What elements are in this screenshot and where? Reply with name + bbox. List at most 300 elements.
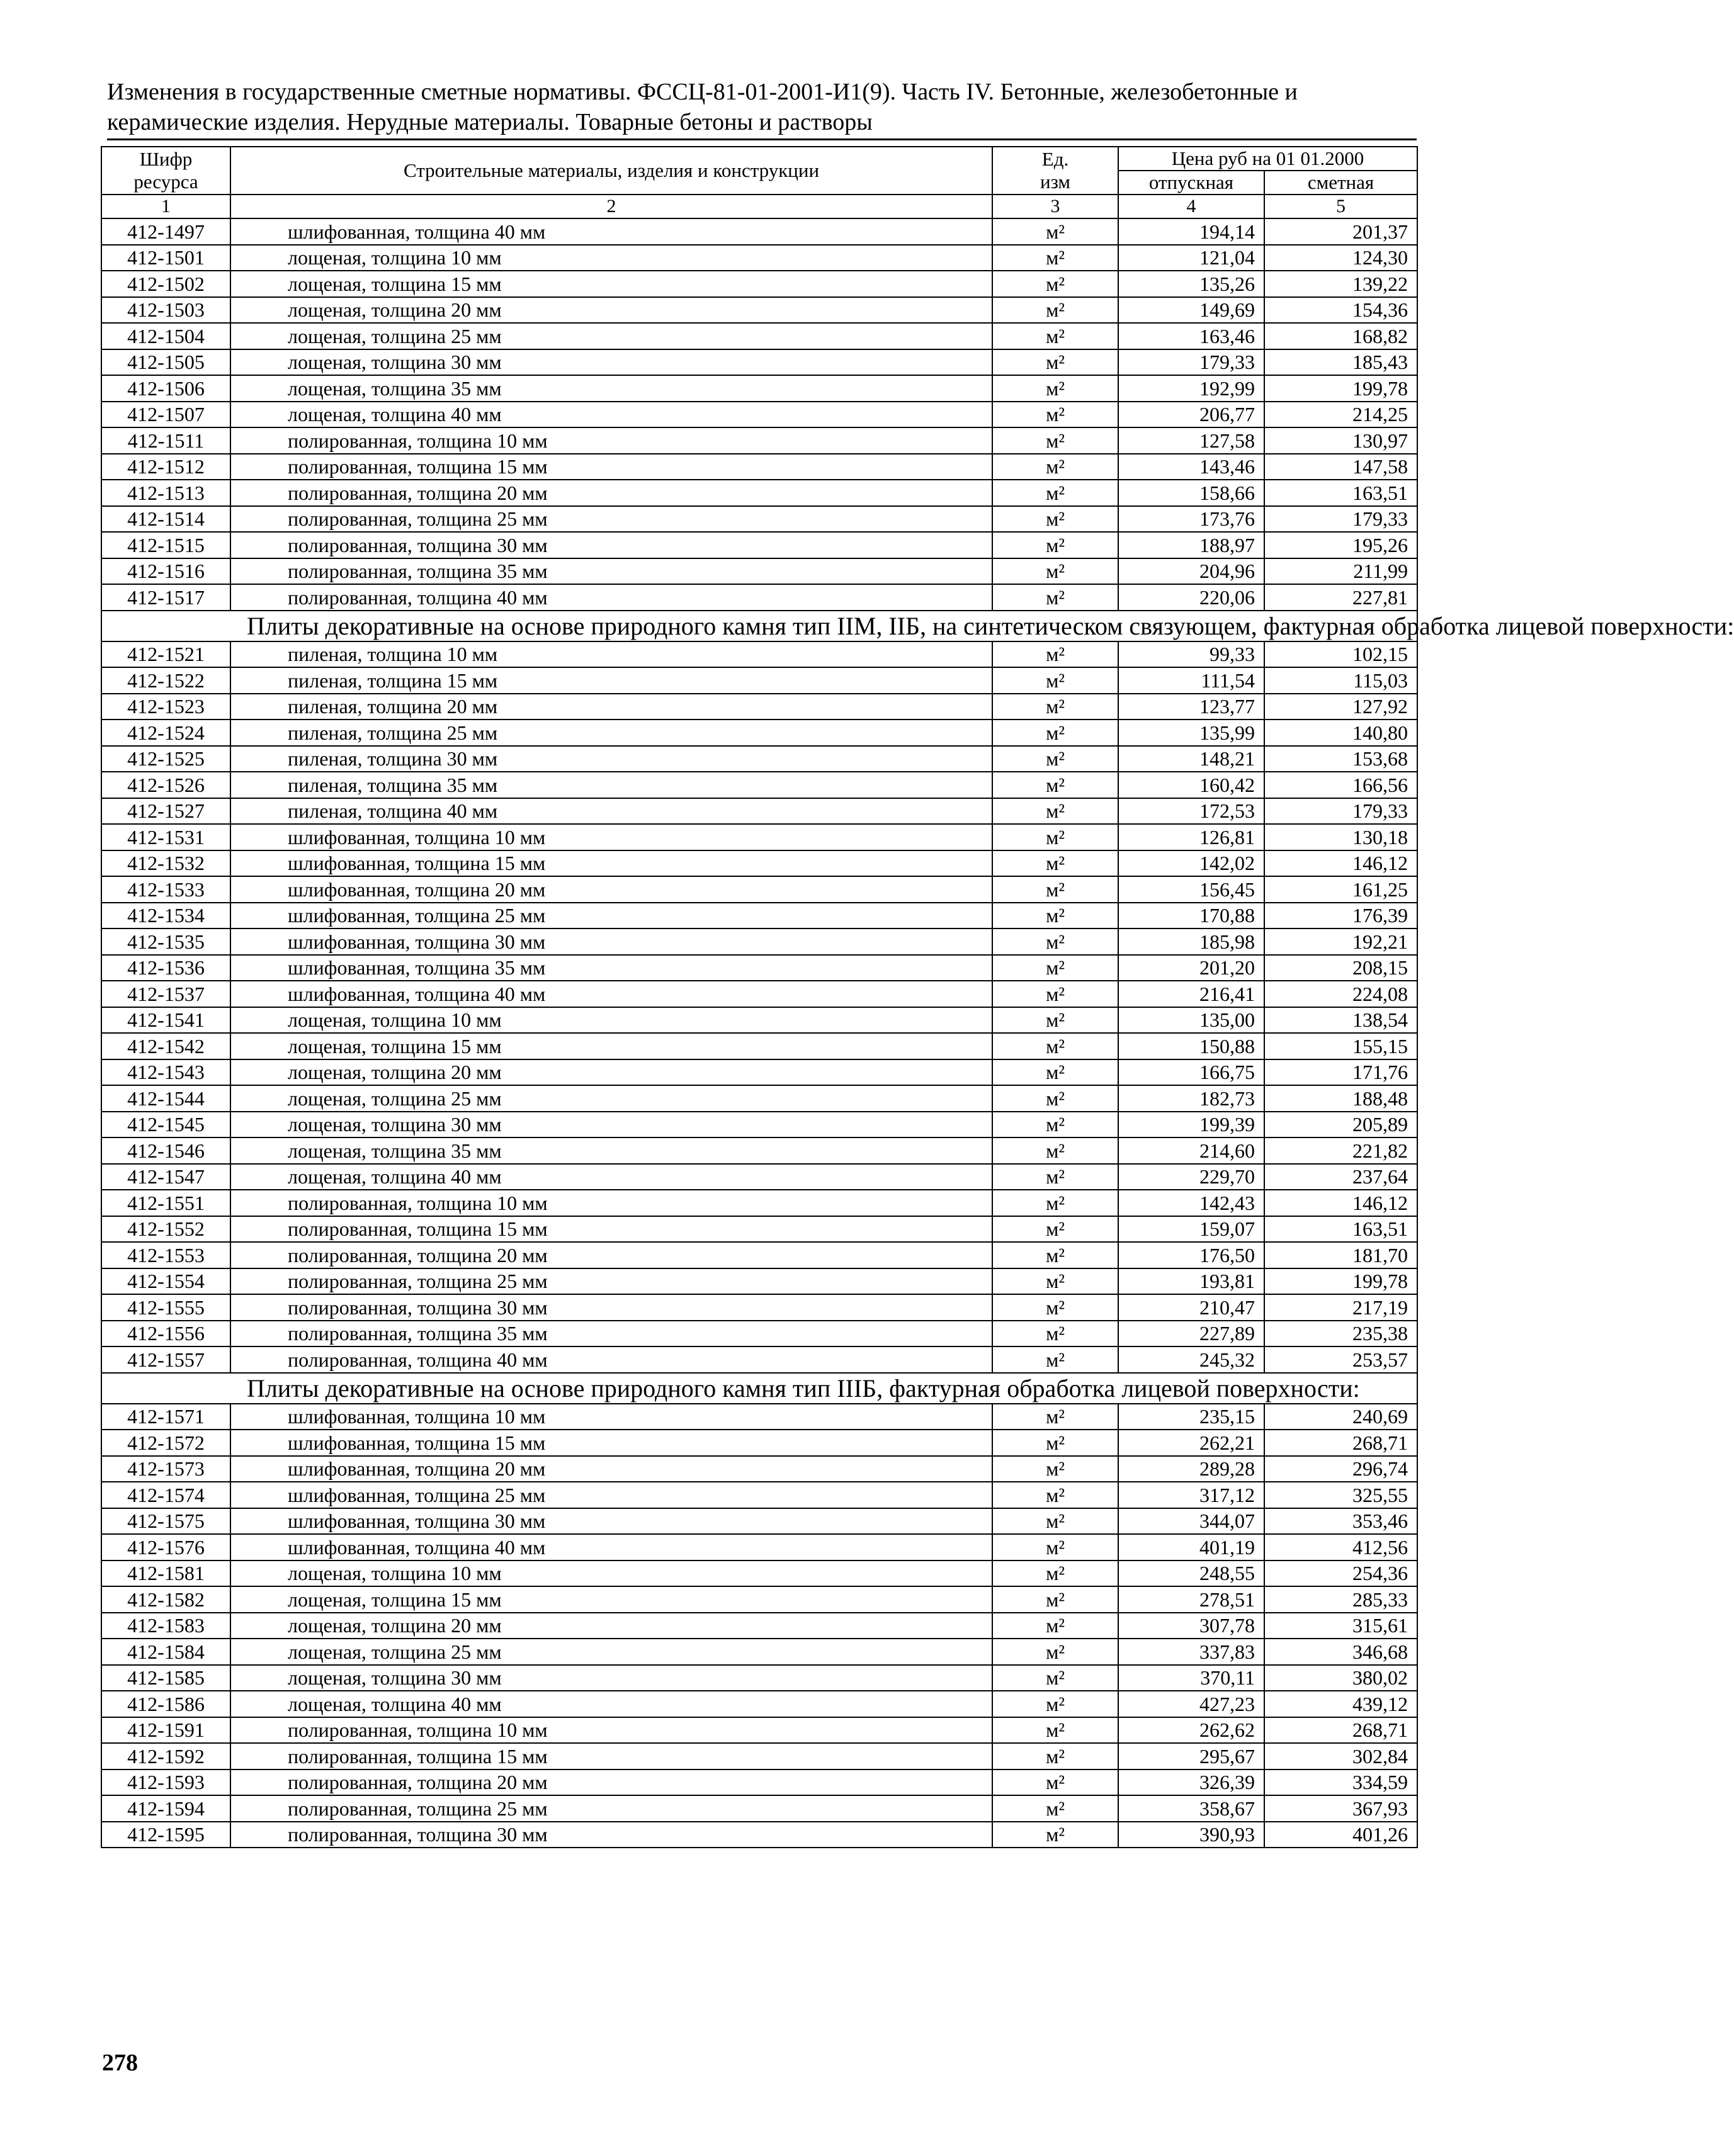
cell-unit: м² [992,1190,1118,1216]
cell-name: шлифованная, толщина 40 мм [230,981,992,1007]
table-row [101,1456,1417,1482]
section-row [101,1373,1417,1404]
cell-name: пиленая, толщина 15 мм [230,667,992,694]
table-row [101,694,1417,720]
cell-release-price: 166,75 [1118,1059,1264,1086]
cell-estimate-price: 179,33 [1264,506,1417,533]
cell-estimate-price: 171,76 [1264,1059,1417,1086]
table-row [101,584,1417,611]
cell-release-price: 163,46 [1118,323,1264,349]
table-row [101,1190,1417,1216]
cell-release-price: 229,70 [1118,1164,1264,1190]
cell-name: лощеная, толщина 40 мм [230,1691,992,1717]
cell-code: 412-1583 [101,1613,230,1639]
table-row [101,1822,1417,1848]
cell-unit: м² [992,1321,1118,1347]
cell-unit: м² [992,1007,1118,1034]
cell-code: 412-1581 [101,1561,230,1587]
cell-release-price: 135,00 [1118,1007,1264,1034]
cell-name: лощеная, толщина 20 мм [230,1059,992,1086]
cell-estimate-price: 439,12 [1264,1691,1417,1717]
cell-unit: м² [992,1665,1118,1691]
cell-name: полированная, толщина 40 мм [230,584,992,611]
cell-release-price: 317,12 [1118,1482,1264,1508]
cell-unit: м² [992,850,1118,877]
table-row [101,1769,1417,1796]
column-number: 5 [1264,195,1417,218]
cell-release-price: 99,33 [1118,641,1264,668]
cell-estimate-price: 161,25 [1264,876,1417,903]
cell-unit: м² [992,1059,1118,1086]
cell-unit: м² [992,1430,1118,1456]
cell-name: полированная, толщина 35 мм [230,1321,992,1347]
table-row [101,1795,1417,1822]
cell-name: полированная, толщина 15 мм [230,454,992,480]
cell-name: лощеная, толщина 15 мм [230,271,992,297]
cell-code: 412-1592 [101,1743,230,1769]
cell-unit: м² [992,1164,1118,1190]
table-row [101,1613,1417,1639]
cell-unit: м² [992,1586,1118,1613]
table-row [101,981,1417,1007]
cell-code: 412-1582 [101,1586,230,1613]
cell-estimate-price: 367,93 [1264,1795,1417,1822]
cell-name: лощеная, толщина 25 мм [230,1639,992,1665]
cell-code: 412-1504 [101,323,230,349]
section-row [101,611,1417,641]
cell-estimate-price: 176,39 [1264,903,1417,929]
cell-unit: м² [992,1294,1118,1321]
cell-code: 412-1546 [101,1137,230,1164]
cell-name: полированная, толщина 25 мм [230,1795,992,1822]
cell-unit: м² [992,876,1118,903]
table-row [101,824,1417,850]
cell-estimate-price: 146,12 [1264,850,1417,877]
cell-release-price: 159,07 [1118,1216,1264,1243]
table-row [101,876,1417,903]
cell-estimate-price: 181,70 [1264,1242,1417,1268]
cell-estimate-price: 199,78 [1264,375,1417,402]
table-row [101,297,1417,324]
cell-name: пиленая, толщина 40 мм [230,798,992,825]
cell-release-price: 248,55 [1118,1561,1264,1587]
cell-estimate-price: 188,48 [1264,1085,1417,1112]
cell-unit: м² [992,218,1118,245]
cell-name: шлифованная, толщина 25 мм [230,903,992,929]
cell-unit: м² [992,1482,1118,1508]
cell-estimate-price: 124,30 [1264,245,1417,271]
cell-estimate-price: 127,92 [1264,694,1417,720]
cell-code: 412-1526 [101,772,230,798]
cell-unit: м² [992,375,1118,402]
cell-name: лощеная, толщина 15 мм [230,1586,992,1613]
cell-code: 412-1551 [101,1190,230,1216]
cell-release-price: 262,21 [1118,1430,1264,1456]
cell-estimate-price: 163,51 [1264,1216,1417,1243]
cell-estimate-price: 140,80 [1264,720,1417,746]
cell-estimate-price: 168,82 [1264,323,1417,349]
cell-estimate-price: 412,56 [1264,1534,1417,1561]
cell-code: 412-1541 [101,1007,230,1034]
column-number: 4 [1118,195,1264,218]
cell-release-price: 148,21 [1118,746,1264,772]
cell-release-price: 135,99 [1118,720,1264,746]
cell-unit: м² [992,245,1118,271]
table-row [101,375,1417,402]
cell-code: 412-1571 [101,1404,230,1430]
cell-unit: м² [992,1691,1118,1717]
cell-name: полированная, толщина 30 мм [230,1294,992,1321]
cell-code: 412-1552 [101,1216,230,1243]
cell-code: 412-1556 [101,1321,230,1347]
cell-release-price: 176,50 [1118,1242,1264,1268]
cell-unit: м² [992,1743,1118,1769]
table-row [101,1294,1417,1321]
cell-estimate-price: 401,26 [1264,1822,1417,1848]
cell-release-price: 123,77 [1118,694,1264,720]
column-number: 2 [230,195,992,218]
table-row [101,955,1417,981]
cell-release-price: 192,99 [1118,375,1264,402]
cell-code: 412-1584 [101,1639,230,1665]
cell-code: 412-1586 [101,1691,230,1717]
table-row [101,1743,1417,1769]
cell-code: 412-1542 [101,1033,230,1059]
cell-estimate-price: 240,69 [1264,1404,1417,1430]
cell-code: 412-1574 [101,1482,230,1508]
cell-name: лощеная, толщина 35 мм [230,375,992,402]
table-row [101,1059,1417,1086]
cell-estimate-price: 163,51 [1264,480,1417,506]
cell-name: пиленая, толщина 10 мм [230,641,992,668]
cell-unit: м² [992,402,1118,428]
cell-unit: м² [992,349,1118,376]
cell-unit: м² [992,1112,1118,1138]
table-row [101,218,1417,245]
cell-unit: м² [992,1795,1118,1822]
cell-estimate-price: 254,36 [1264,1561,1417,1587]
cell-unit: м² [992,1033,1118,1059]
cell-release-price: 126,81 [1118,824,1264,850]
column-number: 1 [101,195,230,218]
cell-name: лощеная, толщина 20 мм [230,1613,992,1639]
cell-unit: м² [992,480,1118,506]
cell-name: шлифованная, толщина 20 мм [230,1456,992,1482]
cell-estimate-price: 147,58 [1264,454,1417,480]
cell-estimate-price: 130,18 [1264,824,1417,850]
table-row [101,1112,1417,1138]
table-row [101,798,1417,825]
cell-name: лощеная, толщина 25 мм [230,323,992,349]
cell-name: полированная, толщина 20 мм [230,1769,992,1796]
cell-name: полированная, толщина 10 мм [230,1190,992,1216]
cell-estimate-price: 253,57 [1264,1346,1417,1373]
cell-code: 412-1522 [101,667,230,694]
cell-name: шлифованная, толщина 35 мм [230,955,992,981]
table-row [101,1561,1417,1587]
cell-estimate-price: 115,03 [1264,667,1417,694]
cell-code: 412-1523 [101,694,230,720]
cell-estimate-price: 139,22 [1264,271,1417,297]
cell-estimate-price: 201,37 [1264,218,1417,245]
cell-estimate-price: 154,36 [1264,297,1417,324]
cell-unit: м² [992,903,1118,929]
header-name: Строительные материалы, изделия и конструкции [230,147,992,195]
cell-release-price: 150,88 [1118,1033,1264,1059]
cell-estimate-price: 235,38 [1264,1321,1417,1347]
cell-release-price: 337,83 [1118,1639,1264,1665]
cell-release-price: 143,46 [1118,454,1264,480]
cell-name: пиленая, толщина 20 мм [230,694,992,720]
cell-estimate-price: 353,46 [1264,1508,1417,1535]
table-row [101,1717,1417,1744]
cell-release-price: 173,76 [1118,506,1264,533]
table-row [101,454,1417,480]
cell-name: лощеная, толщина 20 мм [230,297,992,324]
table-row [101,1164,1417,1190]
cell-name: лощеная, толщина 25 мм [230,1085,992,1112]
cell-release-price: 206,77 [1118,402,1264,428]
cell-name: лощеная, толщина 10 мм [230,245,992,271]
cell-estimate-price: 217,19 [1264,1294,1417,1321]
table-row [101,1508,1417,1535]
cell-release-price: 210,47 [1118,1294,1264,1321]
table-row [101,928,1417,955]
cell-release-price: 344,07 [1118,1508,1264,1535]
cell-name: лощеная, толщина 40 мм [230,402,992,428]
table-row [101,402,1417,428]
table-body [101,218,1734,1848]
cell-code: 412-1507 [101,402,230,428]
cell-estimate-price: 214,25 [1264,402,1417,428]
cell-estimate-price: 302,84 [1264,1743,1417,1769]
cell-unit: м² [992,1639,1118,1665]
section-title: Плиты декоративные на основе природного камня тип IIМ, IIБ, на синтетическом связующем, фактурная обработка лицевой поверхности: [247,611,1734,640]
cell-release-price: 289,28 [1118,1456,1264,1482]
cell-code: 412-1524 [101,720,230,746]
cell-code: 412-1502 [101,271,230,297]
header-line-2: керамические изделия. Нерудные материалы. Товарные бетоны и растворы [107,109,873,135]
cell-unit: м² [992,1404,1118,1430]
table-row [101,903,1417,929]
cell-name: лощеная, толщина 10 мм [230,1561,992,1587]
cell-release-price: 245,32 [1118,1346,1264,1373]
cell-code: 412-1512 [101,454,230,480]
cell-release-price: 111,54 [1118,667,1264,694]
table-row [101,1321,1417,1347]
cell-name: полированная, толщина 30 мм [230,532,992,558]
cell-code: 412-1497 [101,218,230,245]
cell-name: пиленая, толщина 35 мм [230,772,992,798]
cell-estimate-price: 130,97 [1264,427,1417,454]
cell-release-price: 370,11 [1118,1665,1264,1691]
cell-release-price: 390,93 [1118,1822,1264,1848]
table-row [101,1268,1417,1295]
cell-unit: м² [992,1717,1118,1744]
cell-name: лощеная, толщина 30 мм [230,349,992,376]
table-row [101,427,1417,454]
table-row [101,532,1417,558]
cell-estimate-price: 268,71 [1264,1717,1417,1744]
cell-release-price: 160,42 [1118,772,1264,798]
table-row [101,1534,1417,1561]
table-row [101,1404,1417,1430]
header-code: Шифр ресурса [101,147,230,195]
cell-estimate-price: 138,54 [1264,1007,1417,1034]
cell-name: полированная, толщина 25 мм [230,1268,992,1295]
cell-unit: м² [992,584,1118,611]
cell-unit: м² [992,1137,1118,1164]
cell-unit: м² [992,323,1118,349]
table-row [101,772,1417,798]
cell-unit: м² [992,558,1118,585]
cell-code: 412-1557 [101,1346,230,1373]
cell-code: 412-1585 [101,1665,230,1691]
cell-name: лощеная, толщина 40 мм [230,1164,992,1190]
cell-code: 412-1503 [101,297,230,324]
table-row [101,1216,1417,1243]
cell-code: 412-1533 [101,876,230,903]
cell-release-price: 216,41 [1118,981,1264,1007]
cell-estimate-price: 268,71 [1264,1430,1417,1456]
header-rule [107,138,1417,140]
cell-name: полированная, толщина 15 мм [230,1216,992,1243]
cell-release-price: 194,14 [1118,218,1264,245]
cell-unit: м² [992,1456,1118,1482]
table-row [101,746,1417,772]
header-release: отпускная [1118,171,1264,195]
cell-unit: м² [992,928,1118,955]
page-header [107,77,1417,137]
cell-release-price: 193,81 [1118,1268,1264,1295]
cell-release-price: 427,23 [1118,1691,1264,1717]
cell-release-price: 401,19 [1118,1534,1264,1561]
cell-name: полированная, толщина 40 мм [230,1346,992,1373]
cell-estimate-price: 221,82 [1264,1137,1417,1164]
table-row [101,720,1417,746]
cell-code: 412-1513 [101,480,230,506]
cell-estimate-price: 346,68 [1264,1639,1417,1665]
cell-estimate-price: 334,59 [1264,1769,1417,1796]
page-number: 278 [102,2050,138,2076]
cell-unit: м² [992,746,1118,772]
cell-estimate-price: 179,33 [1264,798,1417,825]
cell-release-price: 170,88 [1118,903,1264,929]
cell-release-price: 326,39 [1118,1769,1264,1796]
column-number: 3 [992,195,1118,218]
cell-release-price: 121,04 [1118,245,1264,271]
cell-code: 412-1532 [101,850,230,877]
header-line-1: Изменения в государственные сметные нормативы. ФССЦ-81-01-2001-И1(9). Часть IV. Бетонные, железобетонные и [107,79,1298,105]
cell-estimate-price: 227,81 [1264,584,1417,611]
cell-release-price: 185,98 [1118,928,1264,955]
cell-estimate-price: 192,21 [1264,928,1417,955]
cell-code: 412-1545 [101,1112,230,1138]
cell-release-price: 142,02 [1118,850,1264,877]
cell-name: лощеная, толщина 15 мм [230,1033,992,1059]
cell-release-price: 220,06 [1118,584,1264,611]
table-row [101,1346,1417,1373]
cell-code: 412-1547 [101,1164,230,1190]
cell-release-price: 182,73 [1118,1085,1264,1112]
header-price-group: Цена руб на 01 01.2000 [1118,147,1417,171]
cell-code: 412-1575 [101,1508,230,1535]
cell-code: 412-1594 [101,1795,230,1822]
cell-name: лощеная, толщина 30 мм [230,1112,992,1138]
table-row [101,1007,1417,1034]
cell-release-price: 262,62 [1118,1717,1264,1744]
cell-unit: м² [992,641,1118,668]
cell-unit: м² [992,981,1118,1007]
cell-code: 412-1511 [101,427,230,454]
cell-name: шлифованная, толщина 10 мм [230,1404,992,1430]
cell-unit: м² [992,824,1118,850]
cell-name: шлифованная, толщина 15 мм [230,850,992,877]
cell-estimate-price: 224,08 [1264,981,1417,1007]
cell-release-price: 188,97 [1118,532,1264,558]
cell-code: 412-1573 [101,1456,230,1482]
table-row [101,1586,1417,1613]
cell-unit: м² [992,454,1118,480]
table-row [101,667,1417,694]
cell-code: 412-1517 [101,584,230,611]
table-row [101,245,1417,271]
cell-release-price: 295,67 [1118,1743,1264,1769]
cell-unit: м² [992,694,1118,720]
cell-unit: м² [992,532,1118,558]
cell-estimate-price: 285,33 [1264,1586,1417,1613]
cell-estimate-price: 185,43 [1264,349,1417,376]
cell-name: шлифованная, толщина 20 мм [230,876,992,903]
cell-unit: м² [992,667,1118,694]
cell-code: 412-1514 [101,506,230,533]
cell-code: 412-1537 [101,981,230,1007]
cell-code: 412-1501 [101,245,230,271]
cell-name: шлифованная, толщина 10 мм [230,824,992,850]
table-row [101,1085,1417,1112]
cell-name: пиленая, толщина 30 мм [230,746,992,772]
cell-release-price: 199,39 [1118,1112,1264,1138]
table-row [101,1137,1417,1164]
cell-name: полированная, толщина 35 мм [230,558,992,585]
table-row [101,850,1417,877]
table-row [101,558,1417,585]
cell-name: полированная, толщина 15 мм [230,1743,992,1769]
cell-unit: м² [992,720,1118,746]
cell-code: 412-1572 [101,1430,230,1456]
cell-code: 412-1555 [101,1294,230,1321]
header-estimate: сметная [1264,171,1417,195]
table-row [101,1482,1417,1508]
table-row [101,1033,1417,1059]
cell-release-price: 278,51 [1118,1586,1264,1613]
cell-code: 412-1534 [101,903,230,929]
table-row [101,480,1417,506]
cell-unit: м² [992,506,1118,533]
cell-release-price: 235,15 [1118,1404,1264,1430]
cell-code: 412-1595 [101,1822,230,1848]
cell-unit: м² [992,1268,1118,1295]
cell-unit: м² [992,1242,1118,1268]
cell-estimate-price: 205,89 [1264,1112,1417,1138]
cell-unit: м² [992,1085,1118,1112]
cell-release-price: 127,58 [1118,427,1264,454]
cell-name: шлифованная, толщина 15 мм [230,1430,992,1456]
cell-estimate-price: 211,99 [1264,558,1417,585]
cell-name: шлифованная, толщина 40 мм [230,1534,992,1561]
cell-estimate-price: 199,78 [1264,1268,1417,1295]
cell-release-price: 307,78 [1118,1613,1264,1639]
